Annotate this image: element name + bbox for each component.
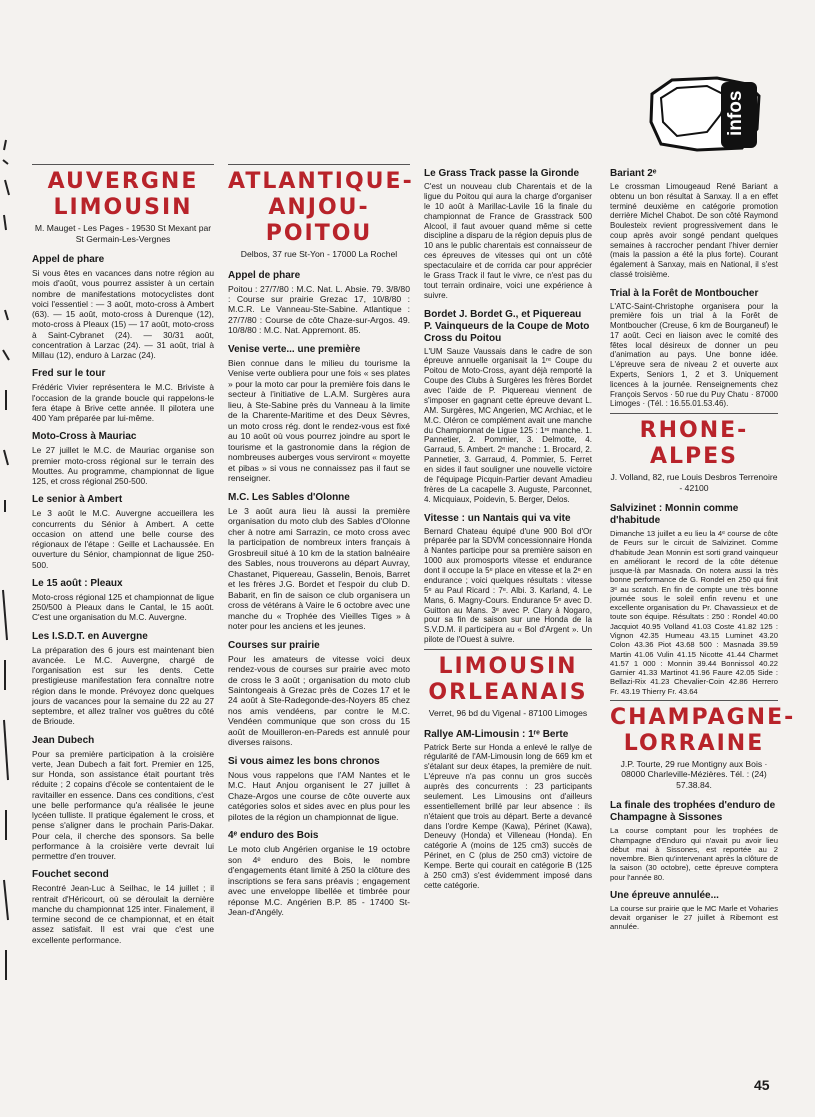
section-title-atlantique: ATLANTIQUE-ANJOU-POITOU bbox=[228, 169, 414, 246]
column-atlantique bbox=[228, 160, 414, 920]
section-address: Verret, 96 bd du Vigenal - 87100 Limoges bbox=[428, 708, 588, 718]
article-heading: Le Grass Track passe la Gironde bbox=[424, 168, 580, 179]
article-heading: Courses sur prairie bbox=[228, 639, 320, 651]
article-text: Bernard Chateau équipé d'une 900 Bol d'Or préparée par la SDVM concessionnaire Honda à Nantes participe pour sa première saison en 1000 aux promosports vitesse et endurance dont il occupe la 5ᵉ place en vitesse et la 2ᵉ en endurance ; voici quelques résultats : vitesse 5ᵉ au Paul Ricard : 7ᵉ. Albi. 3. Karland, 4. Le Mans, 6. Magny-Cours. Endurance 5ᵉ avec D. Guitton au Mans. 3ᵉ avec P. Clary à Nogaro, pour sa fin de saison sur une Honda de la S.V.D.M. il participera au « Bol d'Argent ». Un pilote de l'Ouest à suivre. bbox=[424, 526, 592, 645]
article-heading: Fred sur le tour bbox=[32, 368, 106, 380]
article-heading: Si vous aimez les bons chronos bbox=[228, 755, 380, 767]
article-text: L'UM Sauze Vaussais dans le cadre de son épreuve annuelle organisait la 1ʳᵉ Coupe du Poitou de Moto-Cross, ayant déjà remporté la Coupe des Clubs à Surgères les frères Bordet avec l'aide de P. Piquereau viennent de s'imposer en gagnant cette épreuve devant L. AM. Surgères, MC Angerien, MC Archiac, et le M.C. Oléron ce complément avait une manche du Championnat de Ligue 125 : 1ʳᵉ manche. 1. Pannetier, 2. Pommier, 3. Delmotte, 4. Garraud, 5. Ambert. 2ᵉ manche : 1. Brocard, 2. Pannetier, 3. Garraud, 4. Pommier, 5. Ferret en sides il faut souligner une nouvelle victoire de l'équipage Picquin-Partier devant Amadieu frères de La cacapelle 3. Auguste, Parconnet, 4. Micquiaux, Poidevin, 5. Berger, Delos. bbox=[424, 346, 592, 504]
article-text: Le 3 août le M.C. Auvergne accueillera les concurrents du Sénior à Ambert. A cette occasion on attend une belle course des régionaux de l'étape : Geille et Lachaussée. En ouverture du Sénior, championnat de ligue 250-500. bbox=[32, 508, 214, 570]
article-heading: Vitesse : un Nantais qui va vite bbox=[424, 512, 571, 524]
divider bbox=[610, 700, 778, 701]
article-heading: Trial à la Forêt de Montboucher bbox=[610, 287, 759, 299]
article-heading: La finale des trophées d'enduro de Champagne à Sissones bbox=[610, 800, 776, 824]
section-title-rhone-alpes: RHONE-ALPES bbox=[639, 418, 749, 470]
article-heading: Jean Dubech bbox=[32, 734, 95, 746]
divider bbox=[228, 164, 410, 165]
section-title-champagne: CHAMPAGNE-LORRAINE bbox=[610, 704, 796, 756]
article-text: Pour sa première participation à la croisière verte, Jean Dubech a fait fort. Premier en 125, sur Honda, son assistance était pourtant très réduite ; 2 copains d'école se contentaient de le ravitailler en essence. Dans ces conditions, c'est une belle performance qu'a réalisée le jeune lycéen tulliste. Il pratique également le cross, et pense s'aligner dans le prochain Paris-Dakar. Pour cela, il cherche des sponsors. Sa belle performance à la croisière verte devrait lui permettre d'en trouver. bbox=[32, 748, 214, 861]
article-text: Le crossman Limougeaud René Bariant a obtenu un bon résultat à Sanxay. Il a en effet terminé deuxième en catégorie promotion derrière Michel Chabot. De son côté Raymond Boulesteix revient progressivement dans le coup après avoir songé pendant quelques semaines à raccrocher pendant l'hiver dernier (mais la passion a été la plus forte). Courant également à Sanxay, mais en National, il s'est classé troisième. bbox=[610, 182, 778, 279]
article-heading: Les I.S.D.T. en Auvergne bbox=[32, 630, 148, 642]
article-text: C'est un nouveau club Charentais et de la ligue du Poitou qui aura la charge d'organiser le 10 août à Marillac-Lavile 16 la finale du championnat de France de Grasstrack 500 Alcool, il faut avouer quand même si cette discipline a disparu de la région depuis plus de 10 ans le public charentais est connaisseur de ces épreuves de vitesses qui ont un côté spectaculaire et de corrida car pour apprécier le Grass Track il faut le vivre, ce n'est pas du tout terrain ordinaire, voici une expérience à suivre. bbox=[424, 182, 592, 300]
article-text: Le moto club Angérien organise le 19 octobre son 4ᵉ enduro des Bois, le nombre d'engagements étant limité à 250 la clôture des inscriptions se fera sans préavis ; engagement avec une enveloppe libellée et timbrée pour réponse M.C. Angérien B.P. 85 - 17400 St-Jean-d'Angély. bbox=[228, 844, 410, 918]
article-heading: Moto-Cross à Mauriac bbox=[32, 431, 137, 443]
article-heading: Le senior à Ambert bbox=[32, 494, 123, 506]
section-title-auvergne: AUVERGNE LIMOUSIN bbox=[47, 169, 199, 220]
article-text: Pour les amateurs de vitesse voici deux rendez-vous de courses sur prairie avec moto de cross le 3 août ; organisation du moto club Saintongeais à Grezac près de Cozes 17 et le 24 août à Ste-Radegonde-des-Noyers 85 chez nos amis vendéens, par contre le M.C. Vendéen communique que son cross du 15 août de Mouilleron-en-Pareds est annulé pour diverses raisons. bbox=[228, 653, 410, 748]
article-heading: Bariant 2ᵉ bbox=[610, 168, 657, 179]
infos-logo bbox=[647, 74, 767, 154]
article-text: La course sur prairie que le MC Marle et Voharies devait organiser le 27 juillet à Ribemont est annulée. bbox=[610, 903, 778, 932]
article-heading: Appel de phare bbox=[228, 269, 301, 281]
article-heading: 4ᵉ enduro des Bois bbox=[228, 830, 319, 842]
article-heading: Bordet J. Bordet G., et Piquereau P. Vainqueurs de la Coupe de Moto Cross du Poitou bbox=[424, 308, 590, 344]
article-text: Si vous êtes en vacances dans notre région au mois d'août, vous pourrez assister à un certain nombre de manifestations motocyclistes dont voici l'essentiel : — 3 août, moto-cross à Ambert (63). — 15 août, moto-cross à Durenque (12), moto-cross à Pleaux (15) — 17 août, moto-cross à Saint-Cybranet (24). — 30/31 août, concentration à Larzac (24). — 31 août, trial à Millau (12), enduro à Larzac (24). bbox=[32, 268, 214, 360]
article-text: Le 3 août aura lieu là aussi la première organisation du moto club des Sables d'Olonne cher à notre ami Sarrazin, ce moto cross avec la participation de nombreux inters français à Grosbreuil situé à 10 km de la station balnéaire des Sables, nous trouverons au départ Auvray, Chastanet, Piquereau, Gasselin, Benois, Barret et les frères J.G. Bordet et l'espoir du club D. Babarit, en fin de saison ce club organisera un cross de vétérans à Vaire le 6 octobre avec une manche du « Trophée des Vieilles Tiges » à noter pour les anciens et les jeunes. bbox=[228, 505, 410, 632]
section-address: J.P. Tourte, 29 rue Montigny aux Bois · 08000 Charleville-Mézières. Tél. : (24) 57.38.84. bbox=[620, 758, 768, 790]
article-text: Dimanche 13 juillet a eu lieu la 4ᵉ course de côte de Feurs sur le circuit de Salvizinet. Comme d'habitude Jean Monnin est sorti grand vainqueur en améliorant le record de la côte détenue jusque-là par Masnada. On notera aussi la très bonne performance de G. Rondel en 250 qui finit 3ᵉ au scratch. En fin de compte une très bonne journée sous le soleil enfin revenu et une excellente organisation du Pr. Chavassieux et de toute son équipe. Résultats : 250 : Rondel 40.00 Jacquiot 40.95 Volland 41.03 Coste 41.82 125 : Vignon 42.35 Humeau 43.15 Luminet 43.20 Colon 43.36 Piot 43.68 500 : Masnada 39.59 Martin 41.06 Vulin 41.15 Nicotte 41.44 Charmet 41.57 1 000 : Monnin 39.44 Bonnissol 40.22 Garnier 41.33 Martinot 41.96 Faure 42.05 Side : Bellazi-Rix 41.23 Chevalier-Coin 42.86 Herrero Fr. 43.19 Thierry Fr. 43.64 bbox=[610, 529, 778, 696]
section-address: Delbos, 37 rue St-Yon - 17000 La Rochel bbox=[240, 249, 398, 259]
article-heading: Rallye AM-Limousin : 1ʳᵉ Berte bbox=[424, 728, 569, 740]
article-text: L'ATC-Saint-Christophe organisera pour la première fois un trial à la Forêt de Montboucher (Creuse, 6 km de Bourganeuf) le 17 août. Ceci en liaison avec le comité des fêtes local désireux de donner un peu d'animation au pays. Une bonne idée. L'épreuve sera de niveau 2 et ouverte aux Experts, Seniors 1, 2 et 3. Uniquement licences à la journée. Renseignements chez François Servos · 50 rue du Puy Chatu · 87000 Limoges · (Tél. : 16.55.01.53.46). bbox=[610, 301, 778, 409]
section-title-limousin: LIMOUSIN ORLEANAIS bbox=[428, 654, 588, 705]
article-text: Patrick Berte sur Honda a enlevé le rallye de régularité de l'AM-Limousin long de 669 km et s'étalant sur deux étapes, la première de nuit. L'épreuve n'a pas connu un gros succès auprès des concurrents : 23 participants seulement. Les Limousins ont d'ailleurs essentiellement brillé par leur absence : ils n'étaient que trois au départ. Berte a devancé dans l'ordre Kempe (Kawa), Périnet (Kawa), Deneuvy (Honda) et Villeneau (Honda). En catégorie A (moins de 125 cm3) succès de Périnet, en C (plus de 250 cm3) victoire de Kempe. Berte qui courait en catégorie B (125 à 250 cm3) s'est évidemment imposé dans cette catégorie. bbox=[424, 742, 592, 890]
page-number: 45 bbox=[754, 1077, 770, 1093]
article-heading: Une épreuve annulée... bbox=[610, 889, 719, 901]
column-four bbox=[610, 160, 796, 934]
article-text: Recontré Jean-Luc à Seilhac, le 14 juillet ; il rentrait d'Héricourt, où se déroulait la dernière manche du championnat 125 inter. Finalement, il termine second de ce championnat, et en était assez satisfait. Il est vrai que c'est une excellente performance. bbox=[32, 883, 214, 945]
divider bbox=[424, 649, 592, 650]
article-heading: Fouchet second bbox=[32, 869, 109, 881]
infos-logo-text: infos bbox=[725, 90, 746, 136]
divider bbox=[610, 413, 778, 414]
column-auvergne bbox=[32, 160, 214, 947]
article-text: Frédéric Vivier représentera le M.C. Briviste à l'occasion de la grande boucle qui rappelons-le fera étape à Brive cette année. Il pilotera une 400 Yam préparée par lui-même. bbox=[32, 382, 214, 423]
article-text: La préparation des 6 jours est maintenant bien avancée. Le M.C. Auvergne, chargé de l'organisation est sur les dents. Cette prestigieuse manifestation fera connaître notre région dans le monde. Prévoyez donc quelques jours de vacances pour la semaine du 22 au 27 septembre, et allez traîner vos guêtres du côté de Brioude. bbox=[32, 644, 214, 727]
divider bbox=[32, 164, 214, 165]
article-text: Moto-cross régional 125 et championnat de ligue 250/500 à Pleaux dans le Cantal, le 15 août. C'est une organisation du M.C. Auvergne. bbox=[32, 591, 214, 623]
column-three bbox=[424, 160, 592, 893]
section-address: J. Volland, 82, rue Louis Desbros Terrenoire - 42100 bbox=[610, 472, 778, 493]
article-heading: M.C. Les Sables d'Olonne bbox=[228, 491, 350, 503]
section-address: M. Mauget - Les Pages - 19530 St Mexant par St Germain-Les-Vergnes bbox=[34, 223, 212, 244]
article-text: La course comptant pour les trophées de Champagne d'Enduro qui n'avait pu avoir lieu début mai à Sissones, est reportée au 2 novembre. Bien qu'intervenant après la clôture de la saison (30 octobre), cette épreuve comptera pour l'année 80. bbox=[610, 826, 778, 882]
article-heading: Appel de phare bbox=[32, 254, 105, 265]
left-margin-marks bbox=[0, 120, 18, 1100]
article-text: Nous vous rappelons que l'AM Nantes et le M.C. Haut Anjou organisent le 27 juillet à Chaze-Argos une course de côte ouverte aux catégories solos et sides avec en plus pour les pilotes de la région un championnat de ligue. bbox=[228, 769, 410, 822]
article-text: Poitou : 27/7/80 : M.C. Nat. L. Absie. 79. 3/8/80 : Course sur prairie Grezac 17, 10/8/80 : M.C.R. Le Vanneau-Ste-Sabine. Atlantique : 27/7/80 : Course de côte Chaze-sur-Argos. 49. 10/8/80 : M.C. Nat. Appremont. 85. bbox=[228, 283, 410, 336]
article-text: Le 27 juillet le M.C. de Mauriac organise son premier moto-cross régional sur le terrain des Mouttes. Au programme, championnat de ligue 125, et cross régional 250-500. bbox=[32, 445, 214, 486]
article-heading: Le 15 août : Pleaux bbox=[32, 577, 123, 589]
article-text: Bien connue dans le milieu du tourisme la Venise verte oubliera pour une fois « ses plates » pour la moto car pour la première fois dans le secteur à l'initiative de L.A.M. Surgères aura lieu, à Ste-Sabine près du Vanneau à la limite de la Charente-Maritime et des Deux Sèvres, un moto cross rég. dont le rendez-vous est fixé au 10 août où vous pourrez joindre au sport le tourisme et la gastronomie dans la région de nombreuses auberges vous serviront « moyette et pibas » si vous ne connaissez pas il faut se renseigner. bbox=[228, 357, 410, 484]
article-heading: Salvizinet : Monnin comme d'habitude bbox=[610, 503, 739, 527]
article-heading: Venise verte... une première bbox=[228, 343, 361, 355]
